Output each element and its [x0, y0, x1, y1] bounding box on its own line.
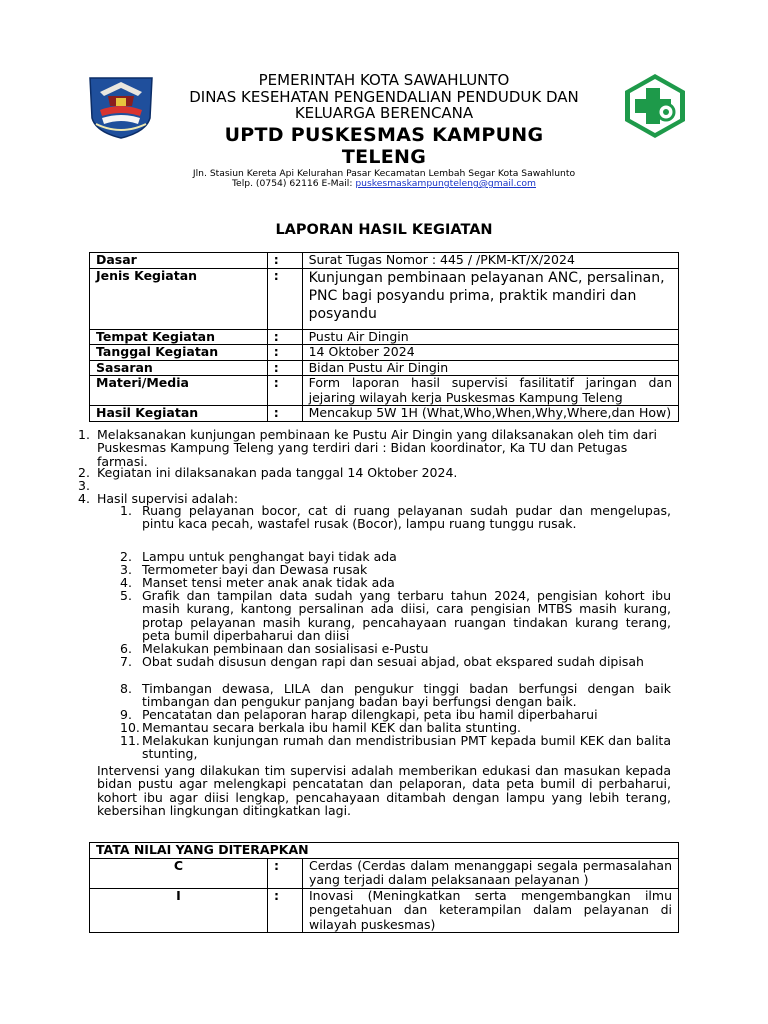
tata-key: C [90, 858, 268, 888]
info-separator: : [267, 253, 302, 269]
report-title: LAPORAN HASIL KEGIATAN [275, 222, 493, 238]
info-value: Kunjungan pembinaan pelayanan ANC, persalinan, PNC bagi posyandu prima, praktik mandiri dan posyandu [302, 268, 678, 329]
header-puskesmas-title-2: TELENG [341, 146, 427, 168]
info-row-materi [90, 376, 679, 406]
list-number: 2. [78, 465, 90, 480]
sub-list-item-text: Lampu untuk penghangat bayi tidak ada [142, 549, 397, 564]
sub-list-number: 10. [120, 720, 140, 735]
sub-list-number: 1. [120, 503, 132, 518]
header-email-link[interactable]: puskesmaskampungteleng@gmail.com [355, 178, 536, 189]
sub-list-item-text: Melakukan pembinaan dan sosialisasi e-Pustu [142, 641, 429, 656]
info-row-jenis-kegiatan [90, 268, 679, 329]
header-agency-line-2: KELUARGA BERENCANA [294, 104, 474, 122]
info-label: Tanggal Kegiatan [90, 345, 268, 361]
header-government-line: PEMERINTAH KOTA SAWAHLUNTO [258, 71, 510, 89]
info-separator: : [267, 329, 302, 345]
info-value: Pustu Air Dingin [302, 329, 678, 345]
info-value: 14 Oktober 2024 [302, 345, 678, 361]
header-address: Jln. Stasiun Kereta Api Kelurahan Pasar Kecamatan Lembah Segar Kota Sawahlunto [192, 168, 576, 179]
info-separator: : [267, 345, 302, 361]
info-label: Jenis Kegiatan [90, 268, 268, 329]
info-separator: : [267, 360, 302, 376]
tata-separator: : [268, 858, 303, 888]
header-agency-line: DINAS KESEHATAN PENGENDALIAN PENDUDUK DAN [189, 88, 579, 106]
info-value: Mencakup 5W 1H (What,Who,When,Why,Where,dan How) [302, 406, 678, 422]
sub-list-number: 6. [120, 641, 132, 656]
header-puskesmas-title: UPTD PUSKESMAS KAMPUNG [224, 124, 544, 146]
info-value: Form laporan hasil supervisi fasilitatif jaringan dan jejaring wilayah kerja Puskesmas Kampung Teleng [302, 376, 678, 406]
info-value: Bidan Pustu Air Dingin [302, 360, 678, 376]
sub-list-item-text: Obat sudah disusun dengan rapi dan sesuai abjad, obat ekspared sudah dipisah [142, 654, 644, 669]
sawahlunto-emblem-logo [86, 74, 156, 140]
sub-list-item-text: Pencatatan dan pelaporan harap dilengkapi, peta ibu hamil diperbaharui [142, 707, 598, 722]
sub-list-item-text: Manset tensi meter anak anak tidak ada [142, 575, 395, 590]
tata-row-c [90, 858, 679, 888]
info-separator: : [267, 376, 302, 406]
sub-list-number: 9. [120, 707, 132, 722]
sub-list-item-text: Grafik dan tampilan data sudah yang terbaru tahun 2024, pengisian kohort ibu masih kurang, kantong persalinan ada diisi, cara pengisian MTBS masih kurang, protap pelayanan masih kurang, pencahayaan ruangan tindakan kurang terang, peta bumil diperbaharui dan diisi [142, 588, 671, 643]
info-value: Surat Tugas Nomor : 445 / /PKM-KT/X/2024 [302, 253, 678, 269]
info-label: Dasar [90, 253, 268, 269]
list-item-text: Melaksanakan kunjungan pembinaan ke Pustu Air Dingin yang dilaksanakan oleh tim dari Puskesmas Kampung Teleng yang terdiri dari : Bidan koordinator, Ka TU dan Petugas farmasi. [97, 427, 657, 469]
sub-list-number: 4. [120, 575, 132, 590]
tata-heading: TATA NILAI YANG DITERAPKAN [90, 843, 679, 859]
sub-list-number: 5. [120, 588, 132, 603]
sub-list-number: 8. [120, 681, 132, 696]
list-item-text: Kegiatan ini dilaksanakan pada tanggal 14 Oktober 2024. [97, 465, 458, 480]
intervensi-paragraph: Intervensi yang dilakukan tim supervisi adalah memberikan edukasi dan masukan kepada bidan pustu agar melengkapi pencatatan dan pelaporan, data peta bumil di perbaharui, kohort ibu agar diisi lengkap, pencahayaan ditambah dengan lampu yang lebih terang, kebersihan lingkungan ditingkatkan lagi. [97, 763, 671, 818]
list-item-text: Hasil supervisi adalah: [97, 491, 239, 506]
sub-list-number: 2. [120, 549, 132, 564]
sub-list-number: 11. [120, 733, 140, 748]
list-number: 1. [78, 427, 90, 442]
info-row-tempat [90, 329, 679, 345]
tata-value: Inovasi (Meningkatkan serta mengembangkan ilmu pengetahuan dan keterampilan dalam pelayanan di wilayah puskesmas) [303, 888, 679, 933]
tata-heading-row [90, 843, 679, 859]
sub-list-item-text: Ruang pelayanan bocor, cat di ruang pelayanan sudah pudar dan mengelupas, pintu kaca pecah, wastafel rusak (Bocor), lampu ruang tunggu rusak. [142, 503, 671, 532]
info-separator: : [267, 268, 302, 329]
sub-list-number: 7. [120, 654, 132, 669]
list-number: 3. [78, 478, 90, 493]
sub-list-item-text: Memantau secara berkala ibu hamil KEK dan balita stunting. [142, 720, 522, 735]
tata-value: Cerdas (Cerdas dalam menanggapi segala permasalahan yang terjadi dalam pelaksanaan pelayanan ) [303, 858, 679, 888]
report-info-table [89, 252, 679, 422]
tata-nilai-table [89, 842, 679, 933]
info-separator: : [267, 406, 302, 422]
list-number: 4. [78, 491, 90, 506]
sub-list-item-text: Melakukan kunjungan rumah dan mendistribusian PMT kepada bumil KEK dan balita stunting, [142, 733, 671, 762]
info-label: Hasil Kegiatan [90, 406, 268, 422]
tata-row-i [90, 888, 679, 933]
info-row-dasar [90, 253, 679, 269]
info-label: Materi/Media [90, 376, 268, 406]
header-phone: Telp. (0754) 62116 E-Mail: [232, 178, 356, 189]
info-row-sasaran [90, 360, 679, 376]
puskesmas-logo [621, 72, 689, 140]
sub-list-item-text: Timbangan dewasa, LILA dan pengukur tinggi badan berfungsi dengan baik timbangan dan pengukur panjang badan bayi berfungsi dengan baik. [142, 681, 671, 710]
info-label: Tempat Kegiatan [90, 329, 268, 345]
tata-separator: : [268, 888, 303, 933]
sub-list-number: 3. [120, 562, 132, 577]
info-row-tanggal [90, 345, 679, 361]
info-row-hasil [90, 406, 679, 422]
header-contact [134, 178, 634, 189]
sub-list-item-text: Termometer bayi dan Dewasa rusak [142, 562, 368, 577]
info-label: Sasaran [90, 360, 268, 376]
tata-key: I [90, 888, 268, 933]
